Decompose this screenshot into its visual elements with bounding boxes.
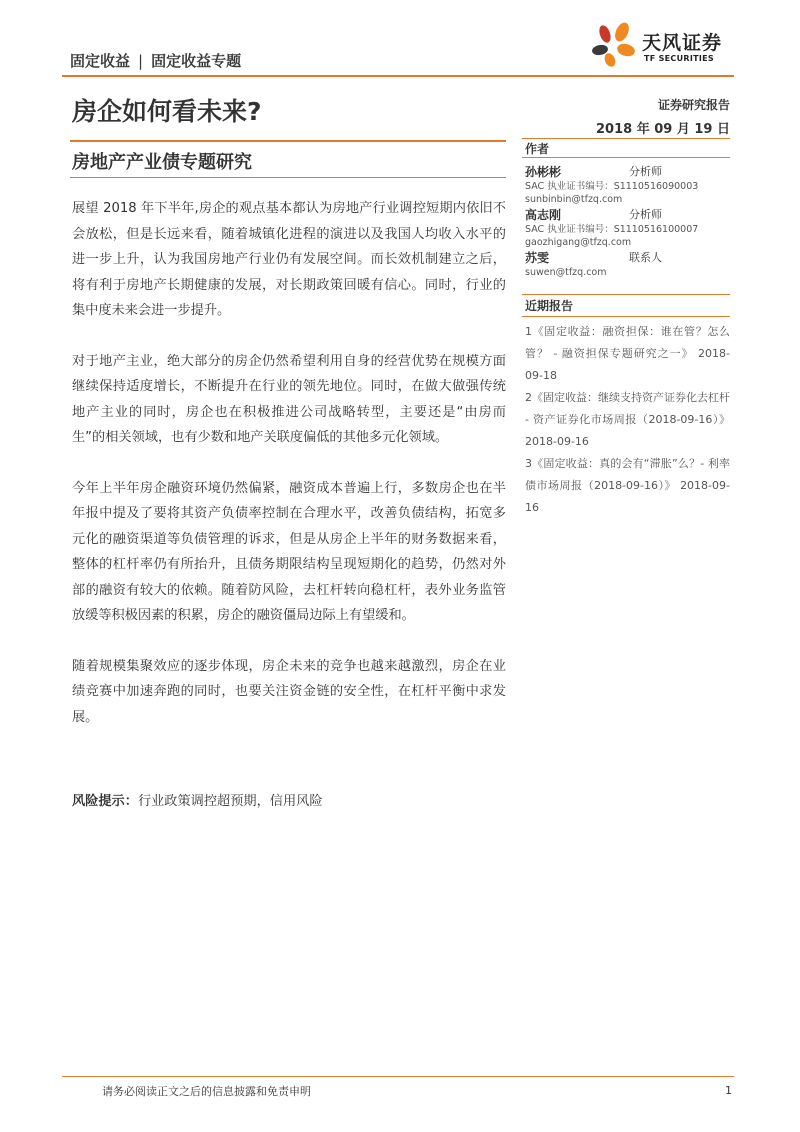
author-entry <box>525 249 730 279</box>
recent-report-item[interactable]: 3《固定收益：真的会有“滞胀”么？- 利率债市场周报（2018-09-16）》 2018-09-16 <box>525 457 730 514</box>
recent-heading-divider <box>522 316 730 317</box>
page-title: 房企如何看未来? <box>72 97 262 126</box>
recent-reports-list <box>525 321 730 519</box>
author-role: 分析师 <box>629 165 662 178</box>
author-entry <box>525 163 730 206</box>
page-subtitle: 房地产产业债专题研究 <box>72 152 252 173</box>
footer-divider <box>62 1076 734 1077</box>
footer-disclaimer: 请务必阅读正文之后的信息披露和免责申明 <box>102 1085 311 1098</box>
authors-top-divider <box>522 138 730 139</box>
authors-heading-divider <box>522 157 730 158</box>
authors-heading: 作者 <box>525 142 550 156</box>
subtitle-divider <box>70 177 506 178</box>
brand-logo <box>590 20 740 72</box>
body-paragraph: 今年上半年房企融资环境仍然偏紧，融资成本普遍上行，多数房企也在半年报中提及了要将其资产负债率控制在合理水平，改善负债结构，拓宽多元化的融资渠道等负债管理的诉求，但是从房企上半年的财务数据来看，整体的杠杆率仍有所抬升，且债务期限结构呈现短期化的趋势，仍然对外部的融资有较大的依赖。随着防风险，去杠杆转向稳杠杆，表外业务监管放缓等积极因素的积累，房企的融资僵局边际上有望缓和。 <box>72 480 506 623</box>
report-date: 2018 年 09 月 19 日 <box>596 122 730 137</box>
risk-label: 风险提示： <box>72 794 138 809</box>
body-paragraph: 随着规模集聚效应的逐步体现，房企未来的竞争也越来越激烈，房企在业绩竞赛中加速奔跑的同时，也要关注资金链的安全性，在杠杆平衡中求发展。 <box>72 658 506 725</box>
author-cert: SAC 执业证书编号：S1110516090003 <box>525 181 699 192</box>
brand-name-cn: 天风证券 <box>642 32 723 54</box>
recent-report-item[interactable]: 1《固定收益：融资担保：谁在管？怎么管？ - 融资担保专题研究之一》 2018-09-18 <box>525 325 730 382</box>
author-role: 分析师 <box>629 208 662 221</box>
report-type: 证券研究报告 <box>657 98 730 112</box>
recent-report-item[interactable]: 2《固定收益：继续支持资产证券化去杠杆 - 资产证券化市场周报（2018-09-16）》 2018-09-16 <box>525 391 730 448</box>
category-label: 固定收益 <box>70 52 131 70</box>
author-name: 苏雯 <box>525 251 550 265</box>
header-divider <box>62 75 734 77</box>
logo-flower-icon <box>590 20 640 70</box>
report-category <box>70 50 241 71</box>
body-paragraph: 对于地产主业，绝大部分的房企仍然希望利用自身的经营优势在规模方面继续保持适度增长，不断提升在行业的领先地位。同时，在做大做强传统地产主业的同时，房企也在积极推进公司战略转型，主要还是“由房而生”的相关领域，也有少数和地产关联度偏低的其他多元化领域。 <box>72 353 506 445</box>
author-email[interactable]: suwen@tfzq.com <box>525 267 607 278</box>
risk-warning <box>72 790 323 809</box>
title-divider <box>70 140 506 142</box>
category-separator: | <box>138 52 144 70</box>
author-name: 高志刚 <box>525 208 562 222</box>
report-body <box>72 196 506 755</box>
page-number: 1 <box>725 1084 732 1097</box>
recent-heading: 近期报告 <box>525 299 574 313</box>
author-email[interactable]: sunbinbin@tfzq.com <box>525 194 623 205</box>
recent-top-divider <box>522 294 730 295</box>
body-paragraph: 展望 2018 年下半年,房企的观点基本都认为房地产行业调控短期内依旧不会放松，但是长远来看，随着城镇化进程的演进以及我国人均收入水平的进一步上升，认为我国房地产行业仍有发展空间。而长效机制建立之后，将有利于房地产长期健康的发展，对长期政策回暖有信心。同时，行业的集中度未来会进一步提升。 <box>72 201 506 318</box>
author-email[interactable]: gaozhigang@tfzq.com <box>525 237 632 248</box>
subcategory-label: 固定收益专题 <box>151 52 242 70</box>
author-entry <box>525 206 730 249</box>
brand-name-en: TF SECURITIES <box>644 54 714 63</box>
author-role: 联系人 <box>629 251 662 264</box>
author-name: 孙彬彬 <box>525 165 562 179</box>
author-cert: SAC 执业证书编号：S1110516100007 <box>525 224 699 235</box>
risk-text: 行业政策调控超预期，信用风险 <box>137 794 323 809</box>
